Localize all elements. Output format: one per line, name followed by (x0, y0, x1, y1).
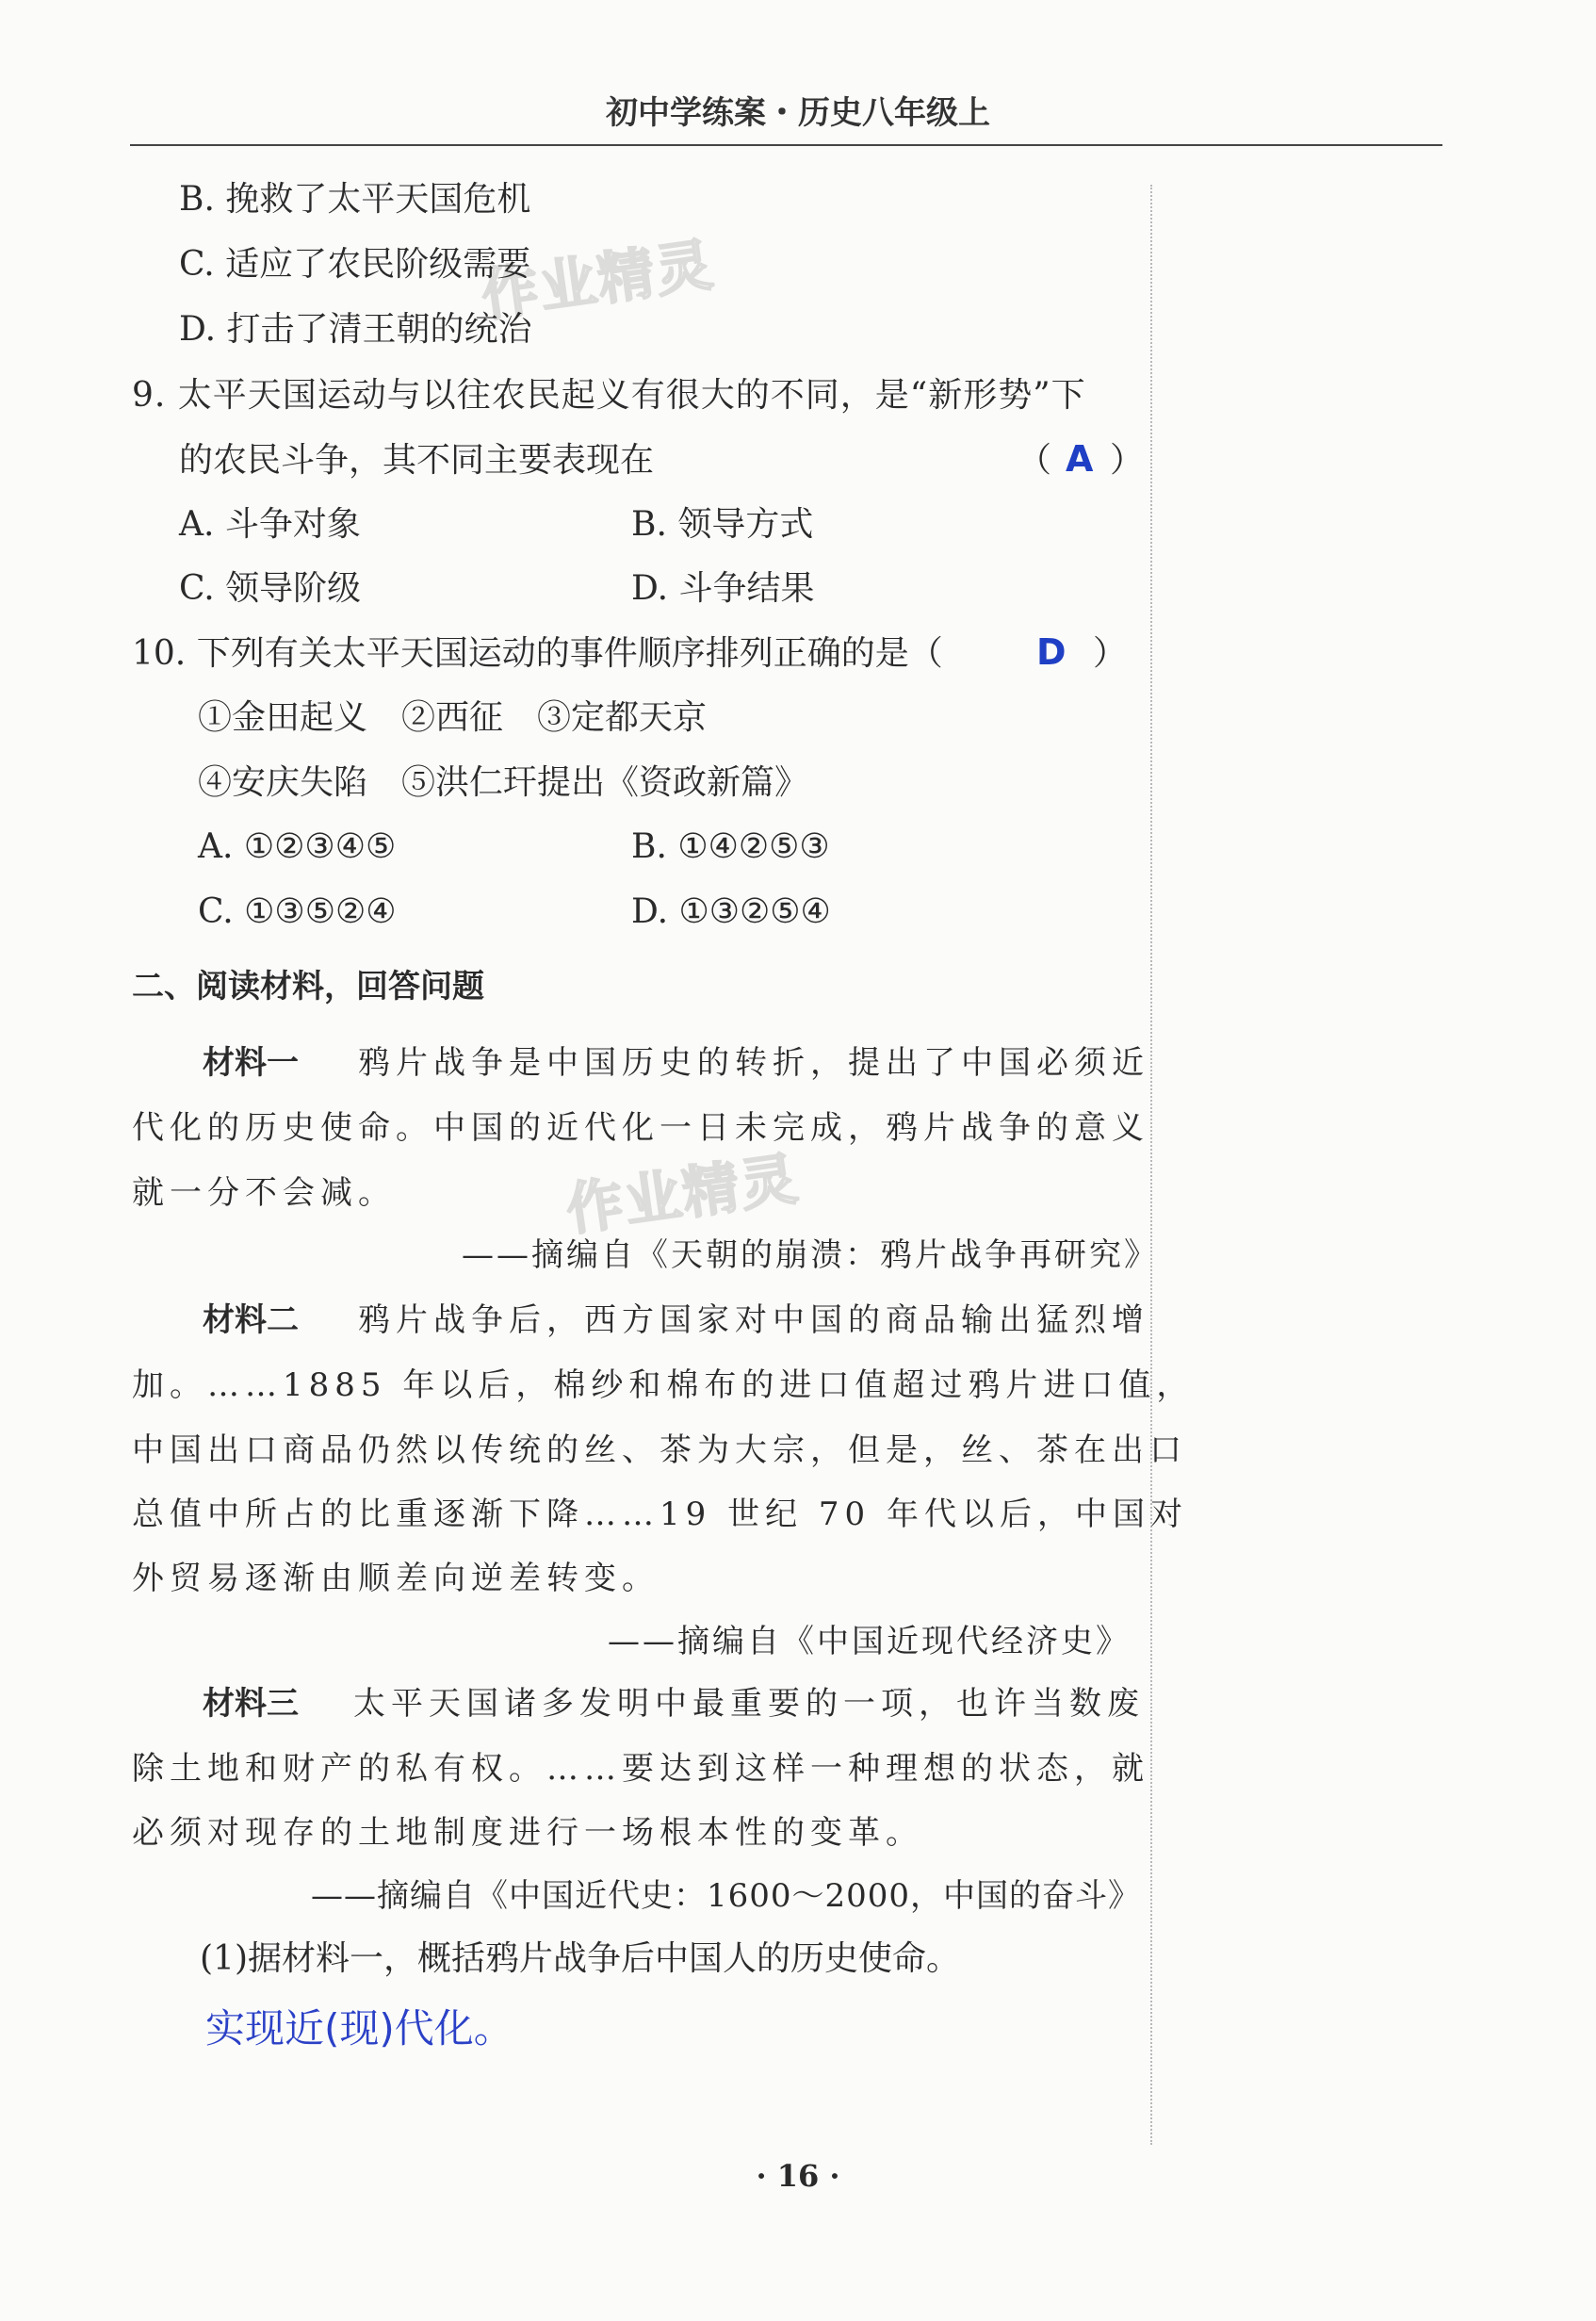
q10-answer: D (1036, 631, 1067, 673)
q10-events-line2: ④安庆失陷 ⑤洪仁玕提出《资政新篇》 (198, 763, 809, 802)
watermark: 作业精灵 (478, 232, 719, 330)
q9-option-b: B. 领导方式 (631, 505, 814, 544)
material2-label: 材料二 (203, 1301, 299, 1339)
question1-answer: 实现近(现)代化。 (205, 2005, 513, 2051)
q10-events-line1: ①金田起义 ②西征 ③定都天京 (198, 698, 708, 737)
material3-line2: 除土地和财产的私有权。……要达到这样一种理想的状态，就 (132, 1750, 1149, 1788)
page-header-title: 初中学练案・历史八年级上 (606, 94, 990, 132)
q8-option-b: B. 挽救了太平天国危机 (179, 180, 531, 219)
material1-source: ——摘编自《天朝的崩溃：鸦片战争再研究》 (462, 1236, 1159, 1274)
q10-option-d: D. ①③②⑤④ (631, 892, 831, 931)
material2-line2: 加。……1885 年以后，棉纱和棉布的进口值超过鸦片进口值， (132, 1366, 1195, 1404)
material3-label: 材料三 (203, 1685, 299, 1723)
q10-option-c: C. ①③⑤②④ (198, 892, 397, 931)
material1-line3: 就一分不会减。 (132, 1174, 396, 1212)
material1-line1: 鸦片战争是中国历史的转折，提出了中国必须近 (358, 1044, 1149, 1082)
material3-source: ——摘编自《中国近代史：1600～2000，中国的奋斗》 (311, 1877, 1142, 1915)
material1-line2: 代化的历史使命。中国的近代化一日未完成，鸦片战争的意义 (132, 1109, 1149, 1147)
material2-line4: 总值中所占的比重逐渐下降……19 世纪 70 年代以后，中国对 (132, 1496, 1188, 1533)
material1-label: 材料一 (203, 1044, 299, 1082)
q9-paren-close: ） (1110, 441, 1145, 480)
watermark: 作业精灵 (562, 1146, 804, 1244)
material3-line3: 必须对现存的土地制度进行一场根本性的变革。 (132, 1814, 923, 1852)
q9-paren-open: （ (1018, 441, 1052, 480)
material2-line3: 中国出口商品仍然以传统的丝、茶为大宗，但是，丝、茶在出口 (132, 1431, 1187, 1469)
section2-title: 二、阅读材料，回答问题 (132, 968, 484, 1005)
material2-line5: 外贸易逐渐由顺差向逆差转变。 (132, 1560, 660, 1597)
q9-option-a: A. 斗争对象 (179, 505, 361, 544)
question1-text: (1)据材料一，概括鸦片战争后中国人的历史使命。 (200, 1939, 960, 1978)
q8-option-d: D. 打击了清王朝的统治 (179, 310, 532, 349)
material2-line1: 鸦片战争后，西方国家对中国的商品输出猛烈增 (358, 1301, 1149, 1339)
q9-stem-line1: 9. 太平天国运动与以往农民起义有很大的不同，是“新形势”下 (132, 376, 1086, 415)
q10-paren-close: ） (1093, 634, 1128, 673)
q9-option-c: C. 领导阶级 (179, 569, 362, 608)
margin-divider (1150, 185, 1152, 2145)
material2-source: ——摘编自《中国近现代经济史》 (608, 1623, 1131, 1660)
q10-option-b: B. ①④②⑤③ (631, 827, 830, 866)
header-rule (130, 144, 1442, 146)
q9-option-d: D. 斗争结果 (631, 569, 815, 608)
q8-option-c: C. 适应了农民阶级需要 (179, 245, 531, 284)
page-number: · 16 · (756, 2158, 840, 2194)
q10-stem: 10. 下列有关太平天国运动的事件顺序排列正确的是（ (132, 634, 943, 673)
q9-stem-line2: 的农民斗争，其不同主要表现在 (179, 441, 655, 480)
q9-answer: A (1066, 438, 1094, 480)
q10-option-a: A. ①②③④⑤ (198, 827, 397, 866)
material3-line1: 太平天国诸多发明中最重要的一项，也许当数废 (353, 1685, 1145, 1723)
